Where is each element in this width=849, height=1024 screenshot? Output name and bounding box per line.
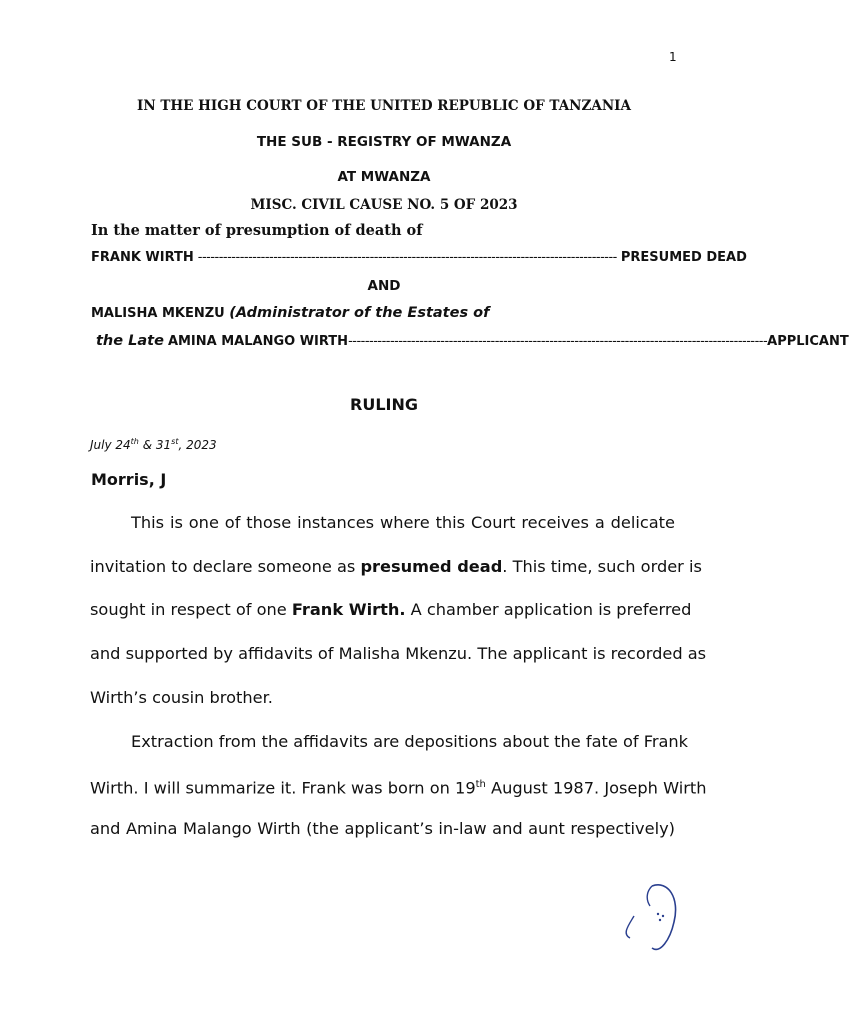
ruling-dates: July 24th & 31st, 2023 [90, 437, 217, 452]
paragraph-line: Wirth’s cousin brother. [90, 688, 273, 707]
page-number: 1 [669, 50, 677, 64]
first-party-role: PRESUMED DEAD [620, 250, 747, 265]
second-party-name: MALISHA MKENZU [91, 306, 225, 321]
second-party-role: APPLICANT [767, 334, 849, 349]
paragraph-line: This is one of those instances where this Court receives a delicate [131, 513, 675, 532]
first-party-name: FRANK WIRTH [91, 250, 194, 265]
paragraph-line: invitation to declare someone as presumed dead. This time, such order is [90, 557, 702, 576]
paragraph-line: and supported by affidavits of Malisha Mkenzu. The applicant is recorded as [90, 644, 707, 663]
judge-name: Morris, J [91, 470, 167, 489]
first-party-line [91, 250, 747, 265]
signature-mark [612, 878, 682, 958]
paragraph-line: sought in respect of one Frank Wirth. A chamber application is preferred [90, 600, 692, 619]
court-title: IN THE HIGH COURT OF THE UNITED REPUBLIC OF TANZANIA [137, 98, 631, 114]
second-party-line-2 [96, 333, 849, 349]
dash-leader: ---------------------------------------------------------------------------------------------------- [348, 334, 768, 349]
estate-name: AMINA MALANGO WIRTH [167, 334, 349, 349]
paragraph-line: Extraction from the affidavits are depositions about the fate of Frank [131, 732, 689, 751]
and-separator: AND [367, 278, 401, 294]
second-party-line-1 [91, 305, 489, 321]
registry-title: THE SUB - REGISTRY OF MWANZA [256, 134, 512, 150]
ruling-title: RULING [350, 395, 418, 414]
second-party-capacity: (Administrator of the Estates of [229, 305, 490, 321]
paragraph-line: and Amina Malango Wirth (the applicant’s in-law and aunt respectively) [90, 819, 675, 838]
dash-leader: ---------------------------------------------------------------------------------------------------- [197, 250, 617, 265]
paragraph-line: Wirth. I will summarize it. Frank was born on 19th August 1987. Joseph Wirth [90, 778, 707, 798]
the-late-label: the Late [96, 333, 164, 349]
matter-line: In the matter of presumption of death of [91, 222, 423, 239]
cause-number: MISC. CIVIL CAUSE NO. 5 OF 2023 [250, 197, 518, 213]
location-title: AT MWANZA [337, 169, 431, 185]
